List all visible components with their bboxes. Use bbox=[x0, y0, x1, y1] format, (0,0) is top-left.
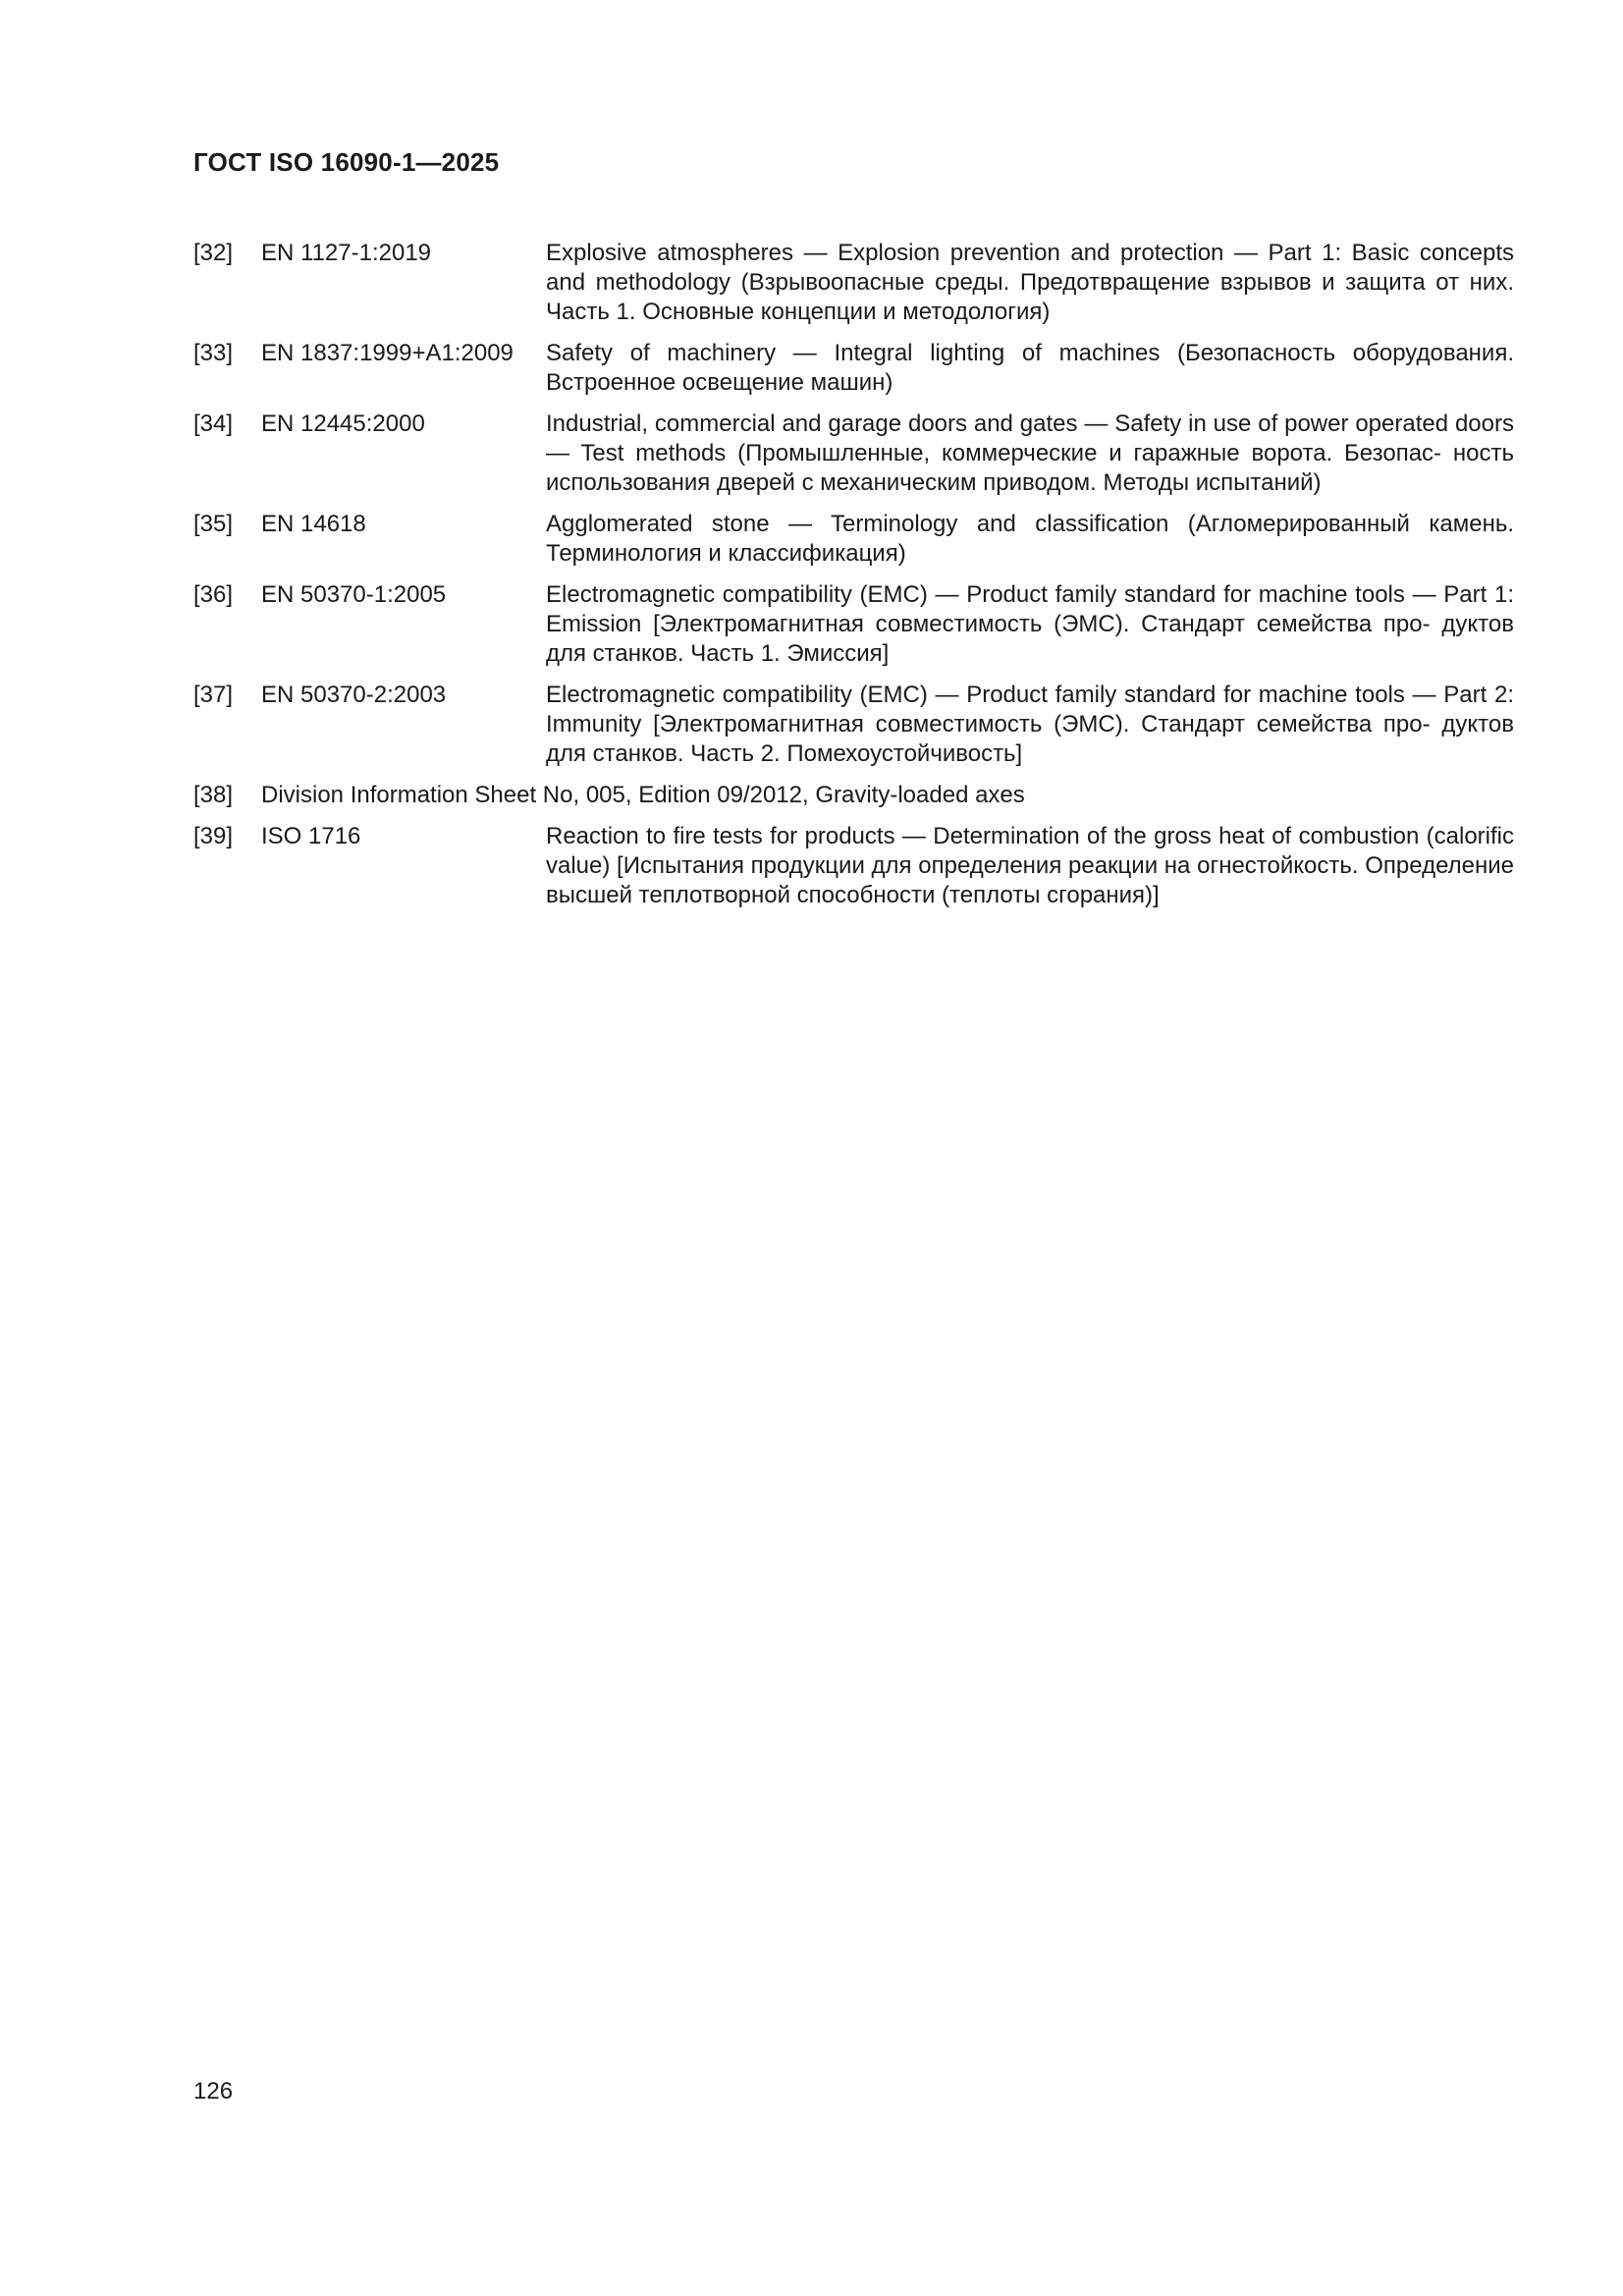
entry-title: Division Information Sheet No, 005, Edition 09/2012, Gravity-loaded axes bbox=[261, 782, 1025, 808]
entry-title-line: Safety of machinery — Integral lighting of machines (Безопасность оборудования. bbox=[546, 340, 1514, 366]
bibliography-entry bbox=[193, 681, 1514, 769]
entry-number: [32] bbox=[193, 240, 234, 266]
entry-title-line: doors — Test methods (Промышленные, коммерческие и гаражные ворота. Безопас- bbox=[546, 410, 1514, 466]
entry-title-line: Часть 1. Основные концепции и методология) bbox=[546, 299, 1051, 325]
entry-title-line: (calorific value) [Испытания продукции для определения реакции на огнестойкость. bbox=[546, 823, 1514, 879]
entry-title bbox=[546, 681, 1514, 769]
bibliography-entry bbox=[193, 239, 1514, 327]
entry-title bbox=[546, 339, 1514, 398]
bibliography-list bbox=[193, 239, 1514, 922]
bibliography-entry bbox=[193, 822, 1514, 910]
entry-designation: EN 1127-1:2019 bbox=[261, 240, 432, 266]
entry-number: [33] bbox=[193, 340, 234, 366]
entry-title-line: Electromagnetic compatibility (EMC) — Product family standard for machine tools — bbox=[546, 682, 1436, 708]
entry-title-line: and methodology (Взрывоопасные среды. Предотвращение взрывов и защита от них. bbox=[546, 269, 1514, 296]
entry-number: [34] bbox=[193, 410, 234, 437]
entry-number: [36] bbox=[193, 581, 234, 608]
entry-title-line: Part 1: Emission [Электромагнитная совместимость (ЭМС). Стандарт семейства про- bbox=[546, 581, 1515, 637]
document-header: ГОСТ ISO 16090-1—2025 bbox=[193, 147, 500, 177]
entry-title-line: дуктов для станков. Часть 2. Помехоустойчивость] bbox=[546, 711, 1514, 767]
entry-title-line: Electromagnetic compatibility (EMC) — Product family standard for machine tools — bbox=[546, 581, 1436, 608]
entry-title-line: дуктов для станков. Часть 1. Эмиссия] bbox=[546, 611, 1514, 667]
entry-title-line: Industrial, commercial and garage doors and gates — Safety in use of power operated bbox=[546, 410, 1449, 437]
entry-title-line: Explosive atmospheres — Explosion prevention and protection — Part 1: Basic concepts bbox=[546, 240, 1514, 266]
entry-designation: EN 1837:1999+A1:2009 bbox=[261, 340, 514, 366]
entry-title-line: ность использования дверей с механическим приводом. Методы испытаний) bbox=[546, 440, 1514, 496]
entry-title-line: Встроенное освещение машин) bbox=[546, 369, 893, 396]
bibliography-entry bbox=[193, 580, 1514, 669]
entry-title bbox=[546, 239, 1514, 327]
entry-designation: EN 14618 bbox=[261, 511, 366, 537]
entry-designation: EN 50370-1:2005 bbox=[261, 581, 447, 608]
entry-title-line: Reaction to fire tests for products — Determination of the gross heat of combustion bbox=[546, 823, 1420, 849]
entry-designation: EN 50370-2:2003 bbox=[261, 682, 447, 708]
entry-title-line: Part 2: Immunity [Электромагнитная совместимость (ЭМС). Стандарт семейства про- bbox=[546, 682, 1515, 738]
page-number: 126 bbox=[193, 2078, 234, 2105]
entry-number: [39] bbox=[193, 823, 234, 849]
entry-designation: EN 12445:2000 bbox=[261, 410, 425, 437]
entry-title bbox=[546, 822, 1514, 910]
bibliography-entry bbox=[193, 410, 1514, 498]
entry-title-line: Терминология и классификация) bbox=[546, 540, 906, 567]
entry-number: [35] bbox=[193, 511, 234, 537]
entry-title-line: Agglomerated stone — Terminology and classification (Агломерированный камень. bbox=[546, 511, 1514, 537]
entry-number: [38] bbox=[193, 782, 234, 808]
entry-designation: ISO 1716 bbox=[261, 823, 361, 849]
entry-number: [37] bbox=[193, 682, 234, 708]
bibliography-entry bbox=[193, 781, 1514, 810]
entry-title bbox=[546, 510, 1514, 569]
bibliography-entry bbox=[193, 339, 1514, 398]
entry-title-line: Определение высшей теплотворной способности (теплоты сгорания)] bbox=[546, 852, 1515, 908]
bibliography-entry bbox=[193, 510, 1514, 569]
entry-title bbox=[546, 410, 1514, 498]
entry-title bbox=[546, 580, 1514, 669]
